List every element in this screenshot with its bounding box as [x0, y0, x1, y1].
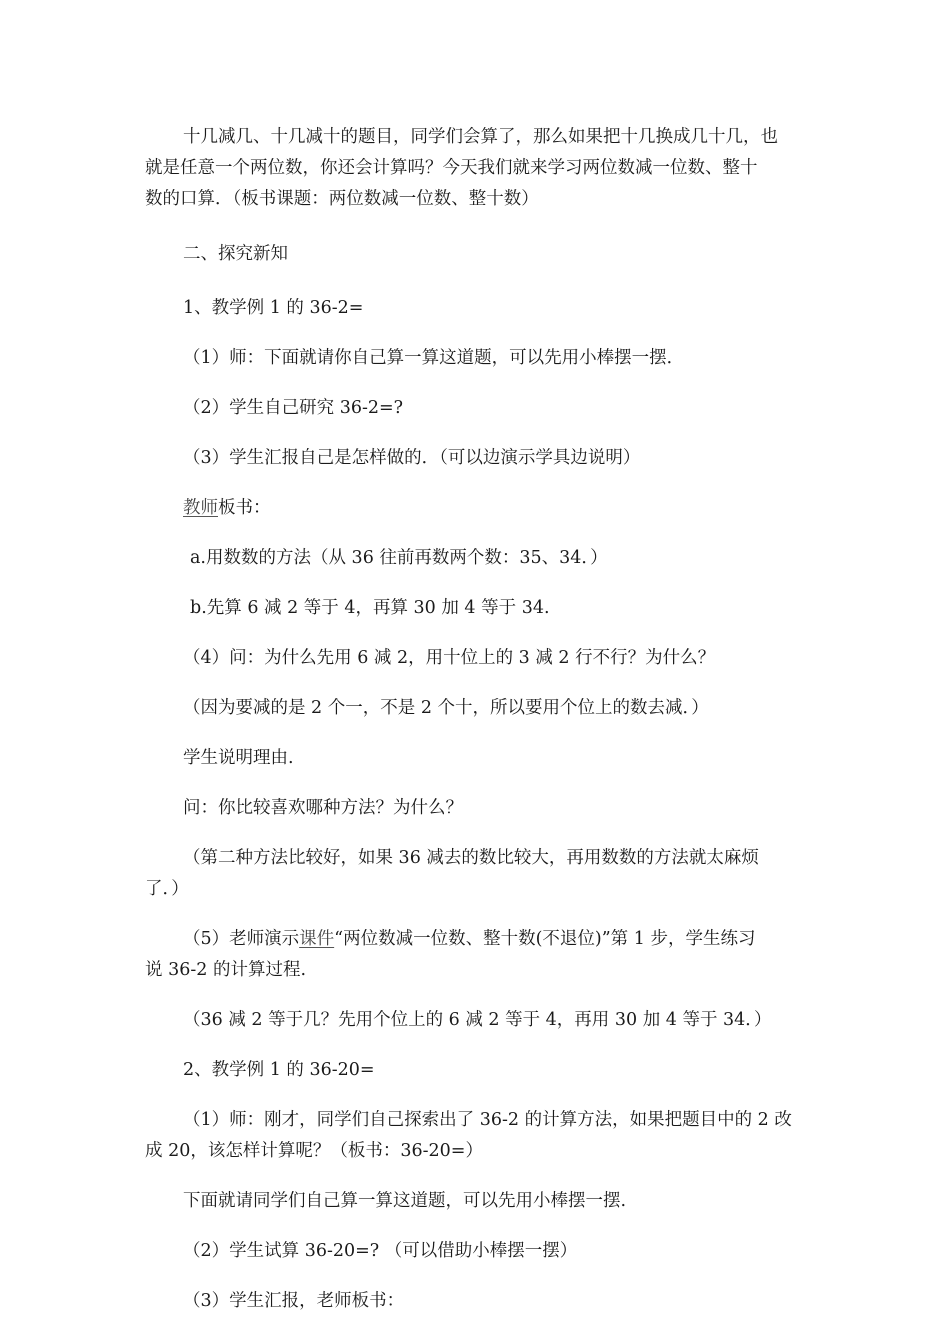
step-5-line1: （5）老师演示课件“两位数减一位数、整十数(不退位)”第 1 步，学生练习 — [183, 929, 756, 949]
method-a: a.用数数的方法（从 36 往前再数两个数：35、34．） — [190, 548, 608, 568]
ex2-step-1-line1: （1）师：刚才，同学们自己探索出了 36-2 的计算方法，如果把题目中的 2 改 — [183, 1110, 792, 1130]
step-1: （1）师：下面就请你自己算一算这道题，可以先用小棒摆一摆． — [183, 348, 685, 368]
step-3: （3）学生汇报自己是怎样做的．（可以边演示学具边说明） — [183, 448, 641, 468]
paragraph-intro-line2: 就是任意一个两位数，你还会计算吗？今天我们就来学习两位数减一位数、整十 — [145, 158, 758, 178]
teacher-board-line — [183, 493, 813, 524]
teacher-link[interactable]: 教师 — [183, 498, 218, 518]
paragraph-intro-line3: 数的口算．（板书课题：两位数减一位数、整十数） — [145, 189, 539, 209]
example-2-heading: 2、教学例 1 的 36-20= — [183, 1060, 375, 1080]
question-preference: 问：你比较喜欢哪种方法？为什么？ — [183, 798, 463, 818]
step-4-question: （4）问：为什么先用 6 减 2，用十位上的 3 减 2 行不行？为什么？ — [183, 648, 716, 668]
section-heading: 二、探究新知 — [183, 244, 288, 264]
teacher-board-text: 板书： — [218, 498, 271, 518]
step-4-answer: （因为要减的是 2 个一，不是 2 个十，所以要用个位上的数去减．） — [183, 698, 709, 718]
method-b: b.先算 6 减 2 等于 4，再算 30 加 4 等于 34. — [190, 598, 550, 618]
step-5-line2: 说 36-2 的计算过程. — [145, 960, 307, 980]
example-1-heading: 1、教学例 1 的 36-2= — [183, 298, 364, 318]
answer-line1: （第二种方法比较好，如果 36 减去的数比较大，再用数数的方法就太麻烦 — [183, 848, 759, 868]
courseware-link[interactable]: 课件 — [299, 929, 335, 949]
ex2-step-2: （2）学生试算 36-20=? （可以借助小棒摆一摆） — [183, 1241, 578, 1261]
step-5-answer: （36 减 2 等于几？先用个位上的 6 减 2 等于 4，再用 30 加 4 等于 34．） — [183, 1010, 772, 1030]
student-reason: 学生说明理由. — [183, 748, 294, 768]
ex2-instruction: 下面就请同学们自己算一算这道题，可以先用小棒摆一摆. — [183, 1191, 627, 1211]
ex2-step-1-line2: 成 20，该怎样计算呢？（板书：36-20=） — [145, 1141, 483, 1161]
step-2: （2）学生自己研究 36-2=? — [183, 398, 404, 418]
paragraph-intro-line1: 十几减几、十几减十的题目，同学们会算了，那么如果把十几换成几十几，也 — [183, 127, 778, 147]
answer-line2: 了．） — [145, 879, 189, 899]
ex2-step-3: （3）学生汇报，老师板书： — [183, 1291, 405, 1311]
